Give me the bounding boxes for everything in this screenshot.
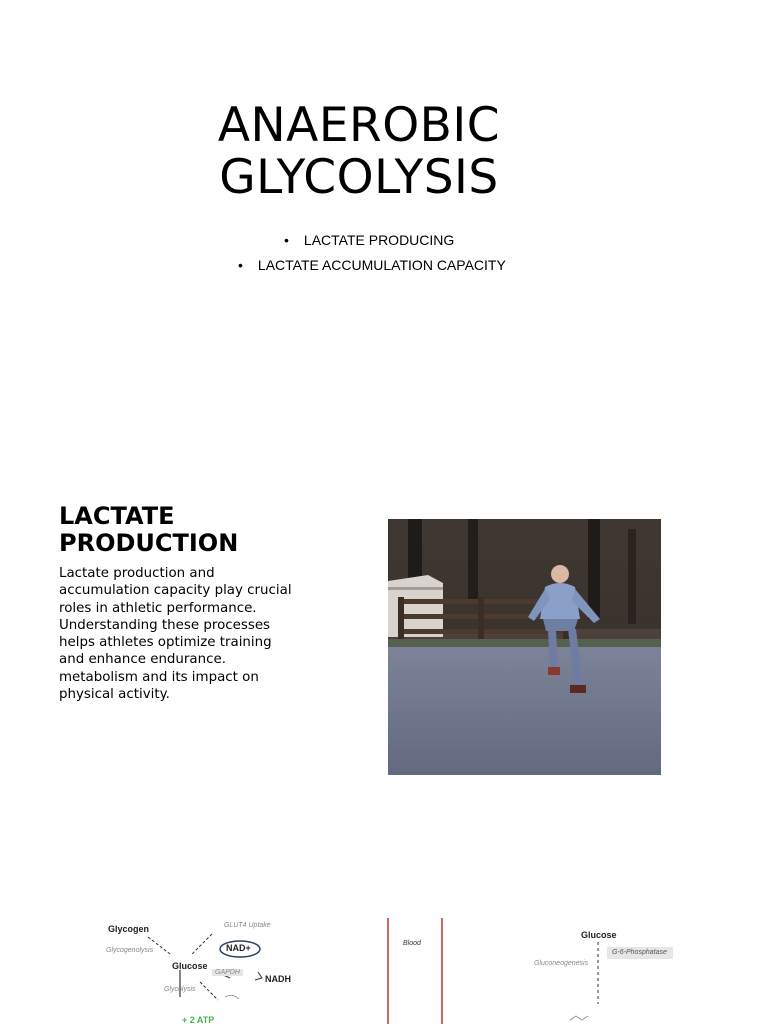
glucose-right-label: Glucose: [581, 930, 617, 940]
glycolysis-label: Glycolysis: [164, 986, 196, 993]
section-heading: [59, 503, 319, 557]
running-athlete-photo: [388, 519, 661, 775]
glycogen-label: Glycogen: [108, 924, 150, 934]
glucose-left-label: Glucose: [172, 961, 208, 971]
slide-title: [210, 100, 508, 204]
gluconeogenesis-label: Gluconeogenesis: [534, 960, 589, 967]
bullet-text: LACTATE ACCUMULATION CAPACITY: [257, 257, 506, 273]
title-line-2: GLYCOLYSIS: [219, 150, 499, 205]
blood-label: Blood: [403, 940, 421, 947]
glycogenolysis-label: Glycogenolysis: [106, 947, 154, 954]
nad-label: NAD+: [226, 943, 251, 953]
bullet-item: [238, 257, 506, 273]
gapdh-label: GAPDH: [212, 969, 243, 976]
bullet-text: LACTATE PRODUCING: [303, 232, 455, 248]
section-body-text: Lactate production and accumulation capacity play crucial roles in athletic performance. Understanding these processes helps athletes optimize training and enhance endurance. metabolism and its impact on physical activity.: [59, 566, 292, 703]
bullet-dot: •: [238, 257, 243, 273]
bullet-item: [284, 232, 454, 248]
heading-line-2: PRODUCTION: [59, 529, 239, 557]
glycolysis-diagram: [100, 912, 680, 1024]
nadh-label: NADH: [265, 974, 291, 984]
heading-line-1: LACTATE: [59, 502, 175, 530]
g6p-label: G-6-Phosphatase: [612, 949, 667, 956]
title-line-1: ANAEROBIC: [217, 98, 501, 153]
atp-label: + 2 ATP: [182, 1015, 215, 1024]
glut4-label: GLUT4 Uptake: [224, 922, 271, 929]
bullet-dot: •: [284, 232, 289, 248]
